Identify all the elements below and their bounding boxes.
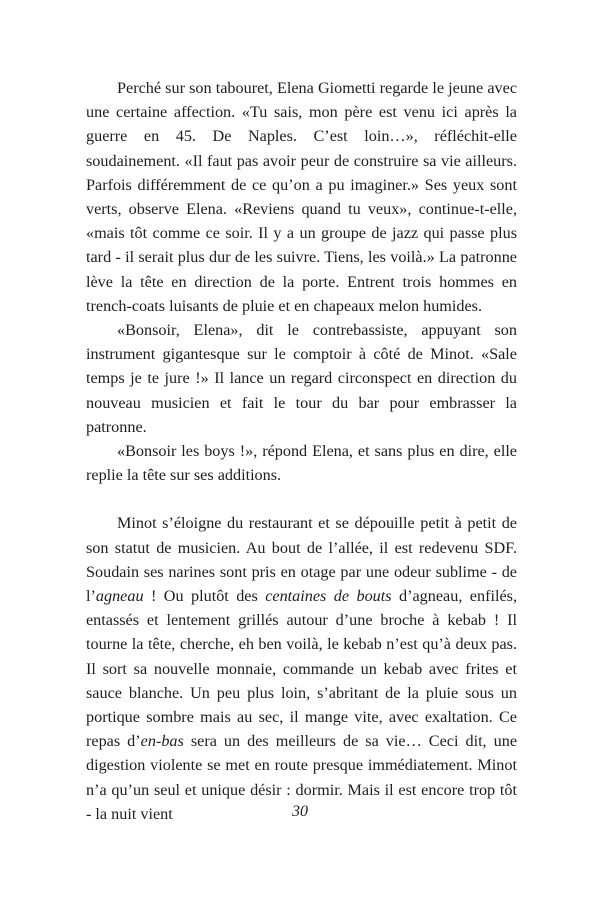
- paragraph: «Bonsoir, Elena», dit le contrebassiste, appuyant son instrument gigantesque sur le comptoir à côté de Minot. «Sale temps je te jure !» Il lance un regard circonspect en direction du nouveau musicien et fait le tour du bar pour embrasser la patronne.: [86, 321, 517, 436]
- text-run: d’agneau, enfilés, entassés et lentement grillés autour d’une broche à kebab ! Il tourne la tête, cherche, eh ben voilà, le kebab n’est qu’à deux pas. Il sort sa nouvelle monnaie, commande un kebab avec frites et sauce blanche. Un peu plus loin, s’abritant de la pluie sous un portique sombre mais au sec, il mange vite, avec exaltation. Ce repas d’: [86, 587, 517, 751]
- text-run: sera un des meilleurs de sa vie… Ceci dit, une digestion violente se met en route presque immédiatement. Minot n’a qu’un seul et unique désir : dormir. Mais il est encore trop tôt - la nuit vient: [86, 732, 518, 823]
- paragraph: Perché sur son tabouret, Elena Giometti regarde le jeune avec une certaine affection. «Tu sais, mon père est venu ici après la guerre en 45. De Naples. C’est loin…», réfléchit-elle soudainement. «Il faut pas avoir peur de construire sa vie ailleurs. Parfois différemment de ce qu’on a pu imaginer.» Ses yeux sont verts, observe Elena. «Reviens quand tu veux», continue-t-elle, «mais tôt comme ce soir. Il y a un groupe de jazz qui passe plus tard - il serait plus dur de les suivre. Tiens, les voilà.» La patronne lève la tête en direction de la porte. Entrent trois hommes en trench-coats luisants de pluie et en chapeaux melon humides.: [86, 79, 517, 315]
- italic-run: agneau: [95, 587, 144, 606]
- italic-run: en-bas: [140, 732, 184, 751]
- section-break: [86, 487, 517, 511]
- paragraph: «Bonsoir les boys !», répond Elena, et sans plus en dire, elle replie la tête sur ses additions.: [86, 442, 517, 485]
- italic-run: centaines de bouts: [265, 587, 392, 606]
- paragraph: [86, 511, 517, 826]
- page-body: [86, 76, 517, 826]
- text-run: Minot s’éloigne du restaurant et se dépouille petit à petit de son statut de musicien. Au bout de l’allée, il est redevenu SDF. Soudain ses narines sont pris en otage par une odeur sublime - de l’: [86, 514, 517, 606]
- text-run: ! Ou plutôt des: [143, 587, 266, 606]
- page-number: 30: [292, 803, 308, 820]
